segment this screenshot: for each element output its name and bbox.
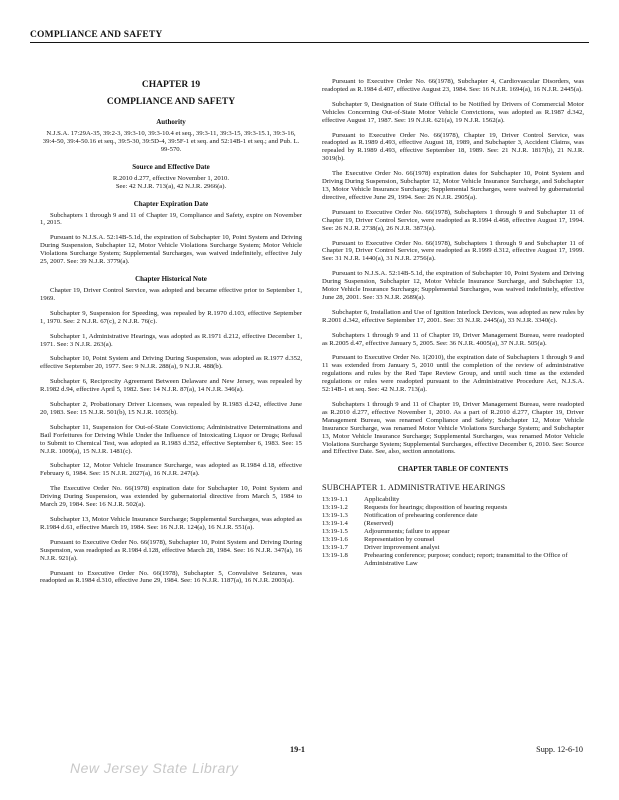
history-paragraph: Subchapter 9, Designation of State Official to be Notified by Drivers of Commercial Motor Vehicles Concerning Out-of-State Motor Vehicle Convictions, was adopted as R.1987 d.342, effective August 17, 1987. See: 19 N.J.R. 621(a), 19 N.J.R. 1562(a). (322, 100, 584, 124)
page-number: 19-1 (290, 745, 306, 754)
source-line-2: See: 42 N.J.R. 713(a), 42 N.J.R. 2966(a). (115, 182, 227, 190)
history-paragraph: The Executive Order No. 66(1978) expiration dates for Subchapter 10, Point System and Driving During Suspension, Subchapter 12, Motor Vehicle Insurance Surcharge, and Subchapter 13, Motor Vehicle Insurance Surcharge; Supplemental Surcharges, were waived by gubernatorial directive, effective June 29, 1994. See: 26 N.J.R. 2905(a). (322, 170, 584, 201)
toc-row (322, 544, 584, 552)
source-line-1: R.2010 d.277, effective November 1, 2010. (112, 174, 230, 182)
toc-row (322, 552, 584, 568)
toc-row (322, 520, 584, 528)
toc-section-title: Adjournments; failure to appear (364, 527, 450, 535)
expiration-heading: Chapter Expiration Date (133, 199, 209, 208)
history-paragraph: Subchapter 6, Reciprocity Agreement Between Delaware and New Jersey, was repealed by R.1982 d.94, effective April 5, 1982. See: 14 N.J.R. 87(a), 14 N.J.R. 346(a). (40, 378, 302, 394)
history-paragraph: The Executive Order No. 66(1978) expiration date for Subchapter 10, Point System and Driving During Suspension, was extended by gubernatorial directive from March 5, 1984 to March 29, 1984. See: 16 N.J.R. 502(a). (40, 485, 302, 509)
header-rule (30, 42, 589, 43)
toc-section-number: 13:19-1.5 (322, 527, 348, 535)
toc-section-title: Applicability (364, 496, 400, 504)
authority-text: N.J.S.A. 17:29A-35, 39:2-3, 39:3-10, 39:3-10.4 et seq., 39:3-11, 39:3-15, 39:3-15.1, 39:3-16, 39:4-50, 39:4-50.16 et seq., 39:5-30, 39:5D-4, 39:5F-1 et seq. and 52:14B-1 et seq.; and Pub. L. 99-570. (42, 130, 300, 153)
history-paragraph: Pursuant to Executive Order No. 1(2010), the expiration date of Subchapters 1 through 9 and 11 was extended from January 5, 2010 until the completion of the review of administrative regulations and rules by the Red Tape Review Group, and until such time as the extended regulations or rules were readopted pursuant to the Administrative Procedure Act, N.J.S.A. 52:14B-1 et seq. See: 42 N.J.R. 713(a). (322, 354, 584, 394)
expiration-text: Subchapters 1 through 9 and 11 of Chapter 19, Compliance and Safety, expire on November 1, 2015. (40, 211, 302, 227)
toc-section-number: 13:19-1.4 (322, 519, 348, 527)
toc-section-number: 13:19-1.7 (322, 543, 348, 551)
toc-row (322, 528, 584, 536)
history-paragraph: Subchapter 9, Suspension for Speeding, was repealed by R.1970 d.103, effective September 1, 1970. See: 2 N.J.R. 67(c), 2 N.J.R. 76(c). (40, 309, 302, 325)
running-head: COMPLIANCE AND SAFETY (30, 30, 163, 40)
history-paragraph: Subchapter 2, Probationary Driver Licenses, was repealed by R.1983 d.242, effective June 20, 1983. See: 15 N.J.R. 501(b), 15 N.J.R. 1035(b). (40, 401, 302, 416)
toc-row (322, 504, 584, 512)
history-paragraph: Subchapter 1, Administrative Hearings, was adopted as R.1971 d.212, effective December 1, 1971. See: 3 N.J.R. 263(a). (40, 332, 302, 348)
toc-section-number: 13:19-1.8 (322, 551, 348, 559)
history-paragraph: Subchapter 11, Suspension for Out-of-State Convictions; Administrative Determinations and Bail Forfeitures for Driving While Under the Influence of Intoxicating Liquor or Drugs; Refusal to Submit to Chemical Test, was adopted as R.1983 d.352, effective September 6, 1983. See: 15 N.J.R. 1009(a), 15 N.J.R. 1481(c). (40, 423, 302, 455)
history-paragraph: Subchapter 13, Motor Vehicle Insurance Surcharge; Supplemental Surcharges, was adopted as R.1984 d.61, effective March 19, 1984. See: 16 N.J.R. 124(a), 16 N.J.R. 551(a). (40, 516, 302, 531)
history-paragraph: Subchapter 10, Point System and Driving During Suspension, was adopted as R.1977 d.352, effective September 20, 1977. See: 9 N.J.R. 288(a), 9 N.J.R. 488(b). (40, 355, 302, 371)
right-column (322, 78, 584, 567)
toc-row (322, 536, 584, 544)
toc-section-title: Driver improvement analyst (364, 543, 440, 551)
toc-section-title: Prehearing conference; purpose; conduct; report; transmittal to the Office of Administrative Law (364, 551, 568, 567)
history-paragraph: Pursuant to Executive Order No. 66(1978), Subchapter 5, Convulsive Seizures, was readopted as R.1984 d.310, effective June 29, 1984. See: 16 N.J.R. 1187(a), 16 N.J.R. 2003(a). (40, 569, 302, 585)
source-heading: Source and Effective Date (132, 162, 210, 171)
toc-row (322, 496, 584, 504)
chapter-title: COMPLIANCE AND SAFETY (106, 97, 236, 107)
toc-section-title: Notification of prehearing conference date (364, 512, 478, 520)
toc-row (322, 512, 584, 520)
supplement-date: Supp. 12-6-10 (536, 745, 583, 754)
history-heading: Chapter Historical Note (135, 274, 207, 283)
toc-section-number: 13:19-1.1 (322, 496, 348, 504)
toc-section-title: (Reserved) (364, 519, 394, 527)
history-paragraph: Pursuant to Executive Order No. 66(1978), Subchapter 10, Point System and Driving During Suspension, was readopted as R.1984 d.128, effective March 28, 1984. See: 16 N.J.R. 347(a), 16 N.J.R. 921(a). (40, 538, 302, 562)
authority-heading: Authority (156, 118, 186, 126)
toc-list (322, 496, 584, 567)
history-right-list (322, 78, 584, 456)
history-paragraph: Pursuant to Executive Order No. 66(1978), Chapter 19, Driver Control Service, was readopted as R.1989 d.493, effective August 18, 1989, and Subchapter 3, Accident Claims, was repealed by R.1989 d.493, effective September 18, 1989. See: 21 N.J.R. 1817(b), 21 N.J.R. 3019(b). (322, 131, 584, 163)
toc-section-number: 13:19-1.3 (322, 512, 348, 520)
history-paragraph: Pursuant to Executive Order No. 66(1978), Subchapter 4, Cardiovascular Disorders, was readopted as R.1984 d.407, effective August 23, 1984. See: 16 N.J.R. 1694(a), 16 N.J.R. 2445(a). (322, 78, 584, 93)
history-paragraph: Pursuant to Executive Order No. 66(1978), Subchapters 1 through 9 and Subchapter 11 of Chapter 19, Driver Control Service, were readopted as R.1994 d.468, effective August 17, 1994. See: 26 N.J.R. 2738(a), 26 N.J.R. 3873(a). (322, 208, 584, 232)
toc-section-number: 13:19-1.2 (322, 504, 348, 512)
expiration-text-2: Pursuant to N.J.S.A. 52:14B-5.1d, the expiration of Subchapter 10, Point System and Driving During Suspension, Subchapter 12, Motor Vehicle Violations Surcharge System; Motor Vehicle Violations Surcharge System; Supplemental Surcharges, was waived indefinitely, effective July 25, 2007. See: 39 N.J.R. 3779(a). (40, 234, 302, 266)
toc-section-title: Representation by counsel (364, 535, 435, 543)
history-paragraph: Subchapter 6, Installation and Use of Ignition Interlock Devices, was adopted as new rules by R.2001 d.342, effective September 17, 2001. See: 33 N.J.R. 2445(a), 33 N.J.R. 3340(c). (322, 308, 584, 324)
history-paragraph: Subchapters 1 through 9 and 11 of Chapter 19, Driver Management Bureau, were readopted as R.2005 d.47, effective January 5, 2005. See: 36 N.J.R. 4005(a), 37 N.J.R. 505(a). (322, 331, 584, 347)
history-left-list (40, 287, 302, 585)
toc-section-title: Requests for hearings; disposition of hearing requests (364, 504, 508, 512)
toc-section-number: 13:19-1.6 (322, 535, 348, 543)
history-paragraph: Subchapters 1 through 9 and 11 of Chapter 19, Driver Management Bureau, were readopted as R.2010 d.277, effective November 1, 2010. As a part of R.2010 d.277, Chapter 19, Driver Management Bureau, was renamed Compliance and Safety; Subchapter 12, Motor Vehicle Insurance Surcharge, was renamed Motor Vehicle Violations Surcharge System; and Subchapter 13, Motor Vehicle Insurance Surcharge; Supplemental Surcharges, was renamed Motor Vehicle Violations Surcharge System; Supplemental Surcharges, effective December 6, 2010. See: Source and Effective Date. See, also, section annotations. (322, 401, 584, 456)
left-column (40, 78, 302, 592)
chapter-number: CHAPTER 19 (141, 80, 201, 90)
library-stamp: New Jersey State Library (70, 760, 239, 776)
history-paragraph: Subchapter 12, Motor Vehicle Insurance Surcharge, was adopted as R.1984 d.18, effective February 6, 1984. See: 15 N.J.R. 2027(a), 16 N.J.R. 247(a). (40, 462, 302, 478)
toc-heading: CHAPTER TABLE OF CONTENTS (397, 465, 509, 474)
history-paragraph: Pursuant to N.J.S.A. 52:14B-5.1d, the expiration of Subchapter 10, Point System and Driving During Suspension, Subchapter 12, Motor Vehicle Insurance Surcharge, and Subchapter 13, Motor Vehicle Insurance Surcharge; Supplemental Surcharges, was waived indefinitely, effective June 28, 2001. See: 33 N.J.R. 2689(a). (322, 270, 584, 301)
history-paragraph: Pursuant to Executive Order No. 66(1978), Subchapters 1 through 9 and Subchapter 11 of Chapter 19, Driver Control Service, were readopted as R.1999 d.312, effective August 17, 1999. See: 31 N.J.R. 1440(a), 31 N.J.R. 2756(a). (322, 239, 584, 263)
toc-subchapter: SUBCHAPTER 1. ADMINISTRATIVE HEARINGS (322, 483, 506, 493)
history-paragraph: Chapter 19, Driver Control Service, was adopted and became effective prior to September 1, 1969. (40, 286, 302, 302)
